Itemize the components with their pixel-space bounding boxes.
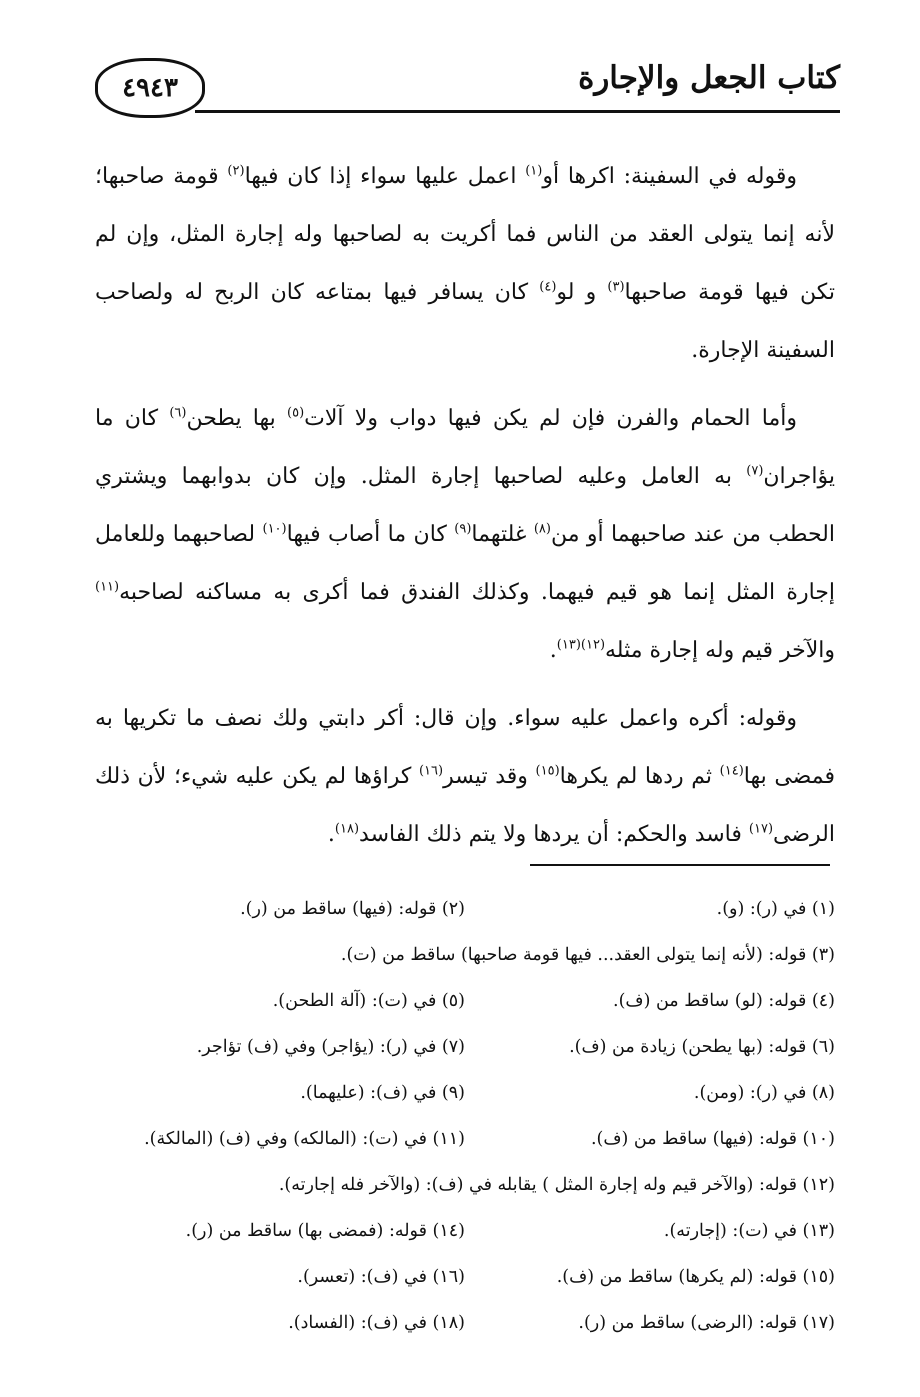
paragraph (95, 390, 835, 680)
text-segment: كراؤها لم يكن عليه شيء؛ لأن ذلك الرضى (95, 764, 835, 847)
footnote-row (95, 1208, 835, 1254)
footnote-row (95, 1116, 835, 1162)
text-segment: . (549, 638, 557, 663)
footnote: (١٤) قوله: (فمضى بها) ساقط من (ر). (185, 1221, 465, 1241)
page-header (95, 52, 840, 122)
text-segment: فاسد والحكم: أن يردها ولا يتم ذلك الفاسد (359, 822, 749, 847)
footnotes (95, 886, 835, 1346)
text-segment: والآخر قيم وله إجارة مثله (605, 638, 835, 663)
text-segment: بها يطحن (186, 406, 288, 431)
footnote: (٥) في (ت): (آلة الطحن). (272, 991, 465, 1011)
footnote-marker: (٩) (454, 521, 472, 537)
footnote: (١٢) قوله: (والآخر قيم وله إجارة المثل ) يقابله في (ف): (والآخر فله إجارته). (278, 1175, 835, 1195)
footnote-separator (530, 864, 830, 866)
footnote-row (95, 1162, 835, 1208)
footnote-row (95, 1070, 835, 1116)
text-segment: وأما الحمام والفرن فإن لم يكن فيها دواب ولا آلات (304, 406, 798, 431)
footnote: (١٥) قوله: (لم يكرها) ساقط من (ف). (556, 1267, 835, 1287)
header-rule (195, 110, 840, 113)
text-segment: ثم ردها لم يكرها (559, 764, 720, 789)
text-segment: به العامل وعليه لصاحبها إجارة المثل. وإن كان بدوابهما ويشتري الحطب من عند صاحبهما أو من (95, 464, 835, 547)
footnote: (٤) قوله: (لو) ساقط من (ف). (613, 991, 835, 1011)
footnote: (١٦) في (ف): (تعسر). (297, 1267, 465, 1287)
paragraph (95, 690, 835, 864)
text-segment: كان ما يؤاجران (95, 406, 835, 489)
footnote-row (95, 1254, 835, 1300)
footnote-marker: (٤) (539, 279, 557, 295)
footnote: (١) في (ر): (و). (716, 899, 835, 919)
text-segment: غلتهما (471, 522, 534, 547)
footnote: (٧) في (ر): (يؤاجر) وفي (ف) تؤاجر. (196, 1037, 465, 1057)
footnote-marker: (١٤) (719, 763, 744, 779)
footnote: (٢) قوله: (فيها) ساقط من (ر). (240, 899, 465, 919)
main-text (95, 148, 835, 874)
footnote-row (95, 932, 835, 978)
footnote-row (95, 978, 835, 1024)
text-segment: كان ما أصاب فيها (286, 522, 455, 547)
footnote-marker: (١٥) (535, 763, 560, 779)
footnote: (١٧) قوله: (الرضى) ساقط من (ر). (578, 1313, 835, 1333)
page-number: ٤٩٤٣ (95, 58, 205, 118)
footnote: (٩) في (ف): (عليهما). (300, 1083, 465, 1103)
footnote: (١٠) قوله: (فيها) ساقط من (ف). (590, 1129, 835, 1149)
footnote-marker: (١٠) (262, 521, 287, 537)
footnote-marker: (١١) (95, 579, 120, 595)
footnote: (١٨) في (ف): (الفساد). (288, 1313, 465, 1333)
text-segment: . (327, 822, 335, 847)
footnote-marker: (٢) (227, 163, 245, 179)
footnote: (١٣) في (ت): (إجارته). (663, 1221, 835, 1241)
text-segment: و لو (556, 280, 608, 305)
footnote: (٨) في (ر): (ومن). (693, 1083, 835, 1103)
footnote-row (95, 886, 835, 932)
text-segment: وقد تيسر (443, 764, 536, 789)
text-segment: لصاحبهما وللعامل إجارة المثل إنما هو قيم فيهما. وكذلك الفندق فما أكرى به مساكنه لصاحبه (95, 522, 835, 605)
footnote-row (95, 1300, 835, 1346)
footnote: (٦) قوله: (بها يطحن) زيادة من (ف). (569, 1037, 835, 1057)
footnote-row (95, 1024, 835, 1070)
footnote-marker: (٦) (169, 405, 187, 421)
paragraph (95, 148, 835, 380)
footnote-marker: (١٦) (418, 763, 444, 779)
footnote-marker: (١٨) (334, 821, 360, 837)
footnote: (١١) في (ت): (المالكه) وفي (ف) (المالكة). (144, 1129, 465, 1149)
text-segment: وقوله في السفينة: اكرها أو (542, 164, 797, 189)
footnote-marker: (٨) (533, 521, 551, 537)
footnote-marker: (١) (525, 163, 543, 179)
footnote-marker: (٣) (607, 279, 625, 295)
footnote: (٣) قوله: (لأنه إنما يتولى العقد... فيها قومة صاحبها) ساقط من (ت). (340, 945, 835, 965)
footnote-marker: (٧) (746, 463, 764, 479)
text-segment: اعمل عليها سواء إذا كان فيها (244, 164, 526, 189)
footnote-marker: (١٧) (748, 821, 774, 837)
footnote-marker: (٥) (287, 405, 305, 421)
footnote-marker: (١٢)(١٣) (556, 637, 606, 653)
text-segment: وقوله: أكره واعمل عليه سواء. وإن قال: أكر دابتي ولك نصف ما تكريها به فمضى بها (95, 706, 835, 789)
text-segment: كان يسافر فيها بمتاعه كان الربح له ولصاحب السفينة الإجارة. (95, 280, 835, 363)
text-segment: قومة صاحبها؛ لأنه إنما يتولى العقد من الناس فما أكريت به لصاحبها وله إجارة المثل، وإن لم تكن فيها قومة صاحبها (95, 164, 835, 305)
book-title: كتاب الجعل والإجارة (578, 60, 840, 96)
